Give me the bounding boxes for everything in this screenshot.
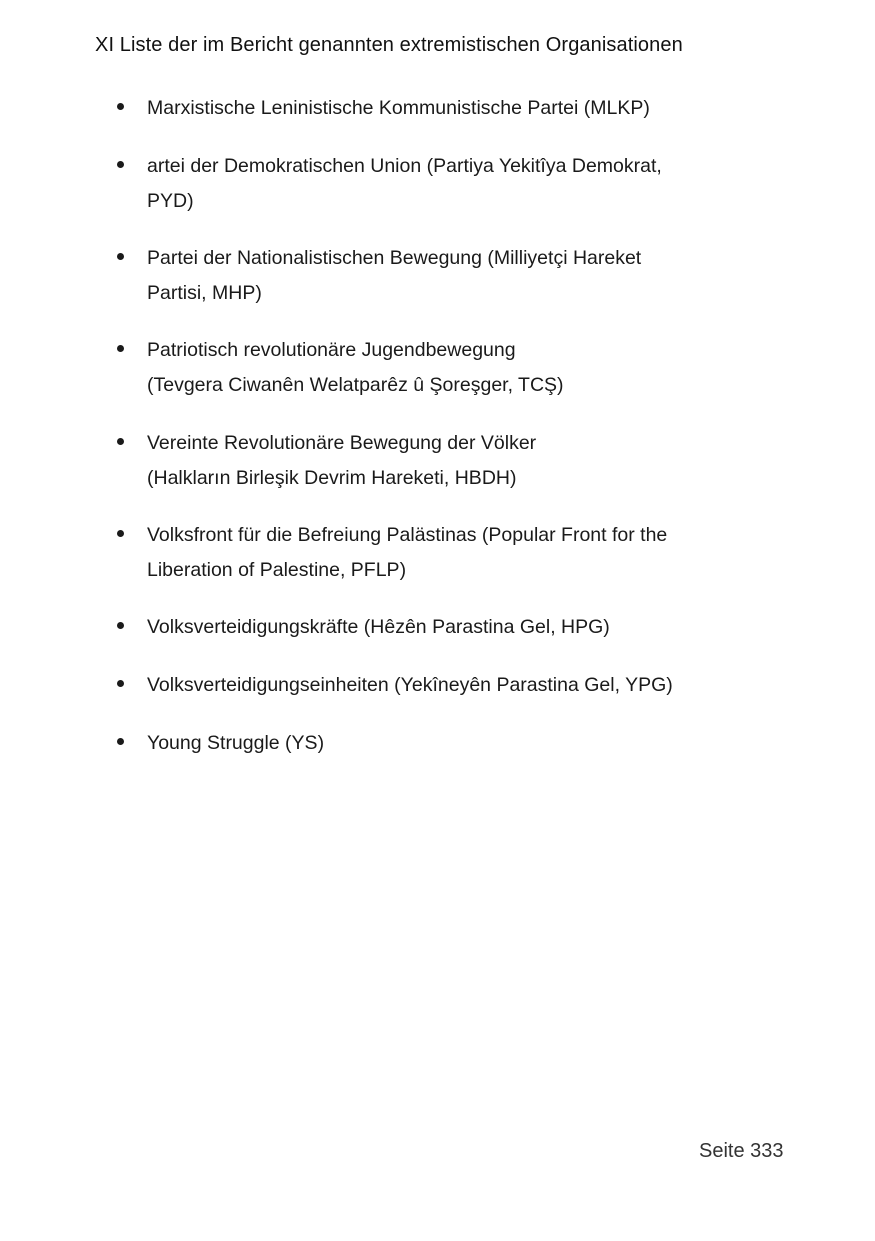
bullet-icon [117, 253, 124, 260]
list-item-text: Patriotisch revolutionäre Jugendbewegung [147, 339, 516, 361]
list-item-text: Vereinte Revolutionäre Bewegung der Völker [147, 432, 537, 454]
list-item-text: Partisi, MHP) [147, 281, 262, 304]
list-item-text: Volksverteidigungseinheiten (Yekîneyên Parastina Gel, YPG) [147, 674, 673, 696]
bullet-icon [117, 530, 124, 537]
list-item-text: PYD) [147, 189, 194, 212]
page-number: Seite 333 [699, 1140, 784, 1162]
bullet-icon [117, 738, 124, 745]
list-item-text: (Tevgera Ciwanên Welatparêz û Şoreşger, TCŞ) [147, 373, 564, 396]
list-item-text: artei der Demokratischen Union (Partiya Yekitîya Demokrat, [147, 155, 662, 177]
page-title: XI Liste der im Bericht genannten extremistischen Organisationen [95, 34, 683, 56]
bullet-icon [117, 622, 124, 629]
list-item-text: Liberation of Palestine, PFLP) [147, 558, 407, 581]
bullet-icon [117, 345, 124, 352]
bullet-icon [117, 680, 124, 687]
list-item-text: Partei der Nationalistischen Bewegung (Milliyetçi Hareket [147, 247, 642, 269]
list-item-text: Volksfront für die Befreiung Palästinas (Popular Front for the [147, 524, 668, 546]
bullet-icon [117, 438, 124, 445]
list-item-text: (Halkların Birleşik Devrim Hareketi, HBDH) [147, 466, 517, 489]
list-item-text: Young Struggle (YS) [147, 732, 325, 754]
list-item-text: Marxistische Leninistische Kommunistische Partei (MLKP) [147, 97, 650, 119]
bullet-icon [117, 103, 124, 110]
list-item-text: Volksverteidigungskräfte (Hêzên Parastina Gel, HPG) [147, 616, 610, 638]
bullet-icon [117, 161, 124, 168]
